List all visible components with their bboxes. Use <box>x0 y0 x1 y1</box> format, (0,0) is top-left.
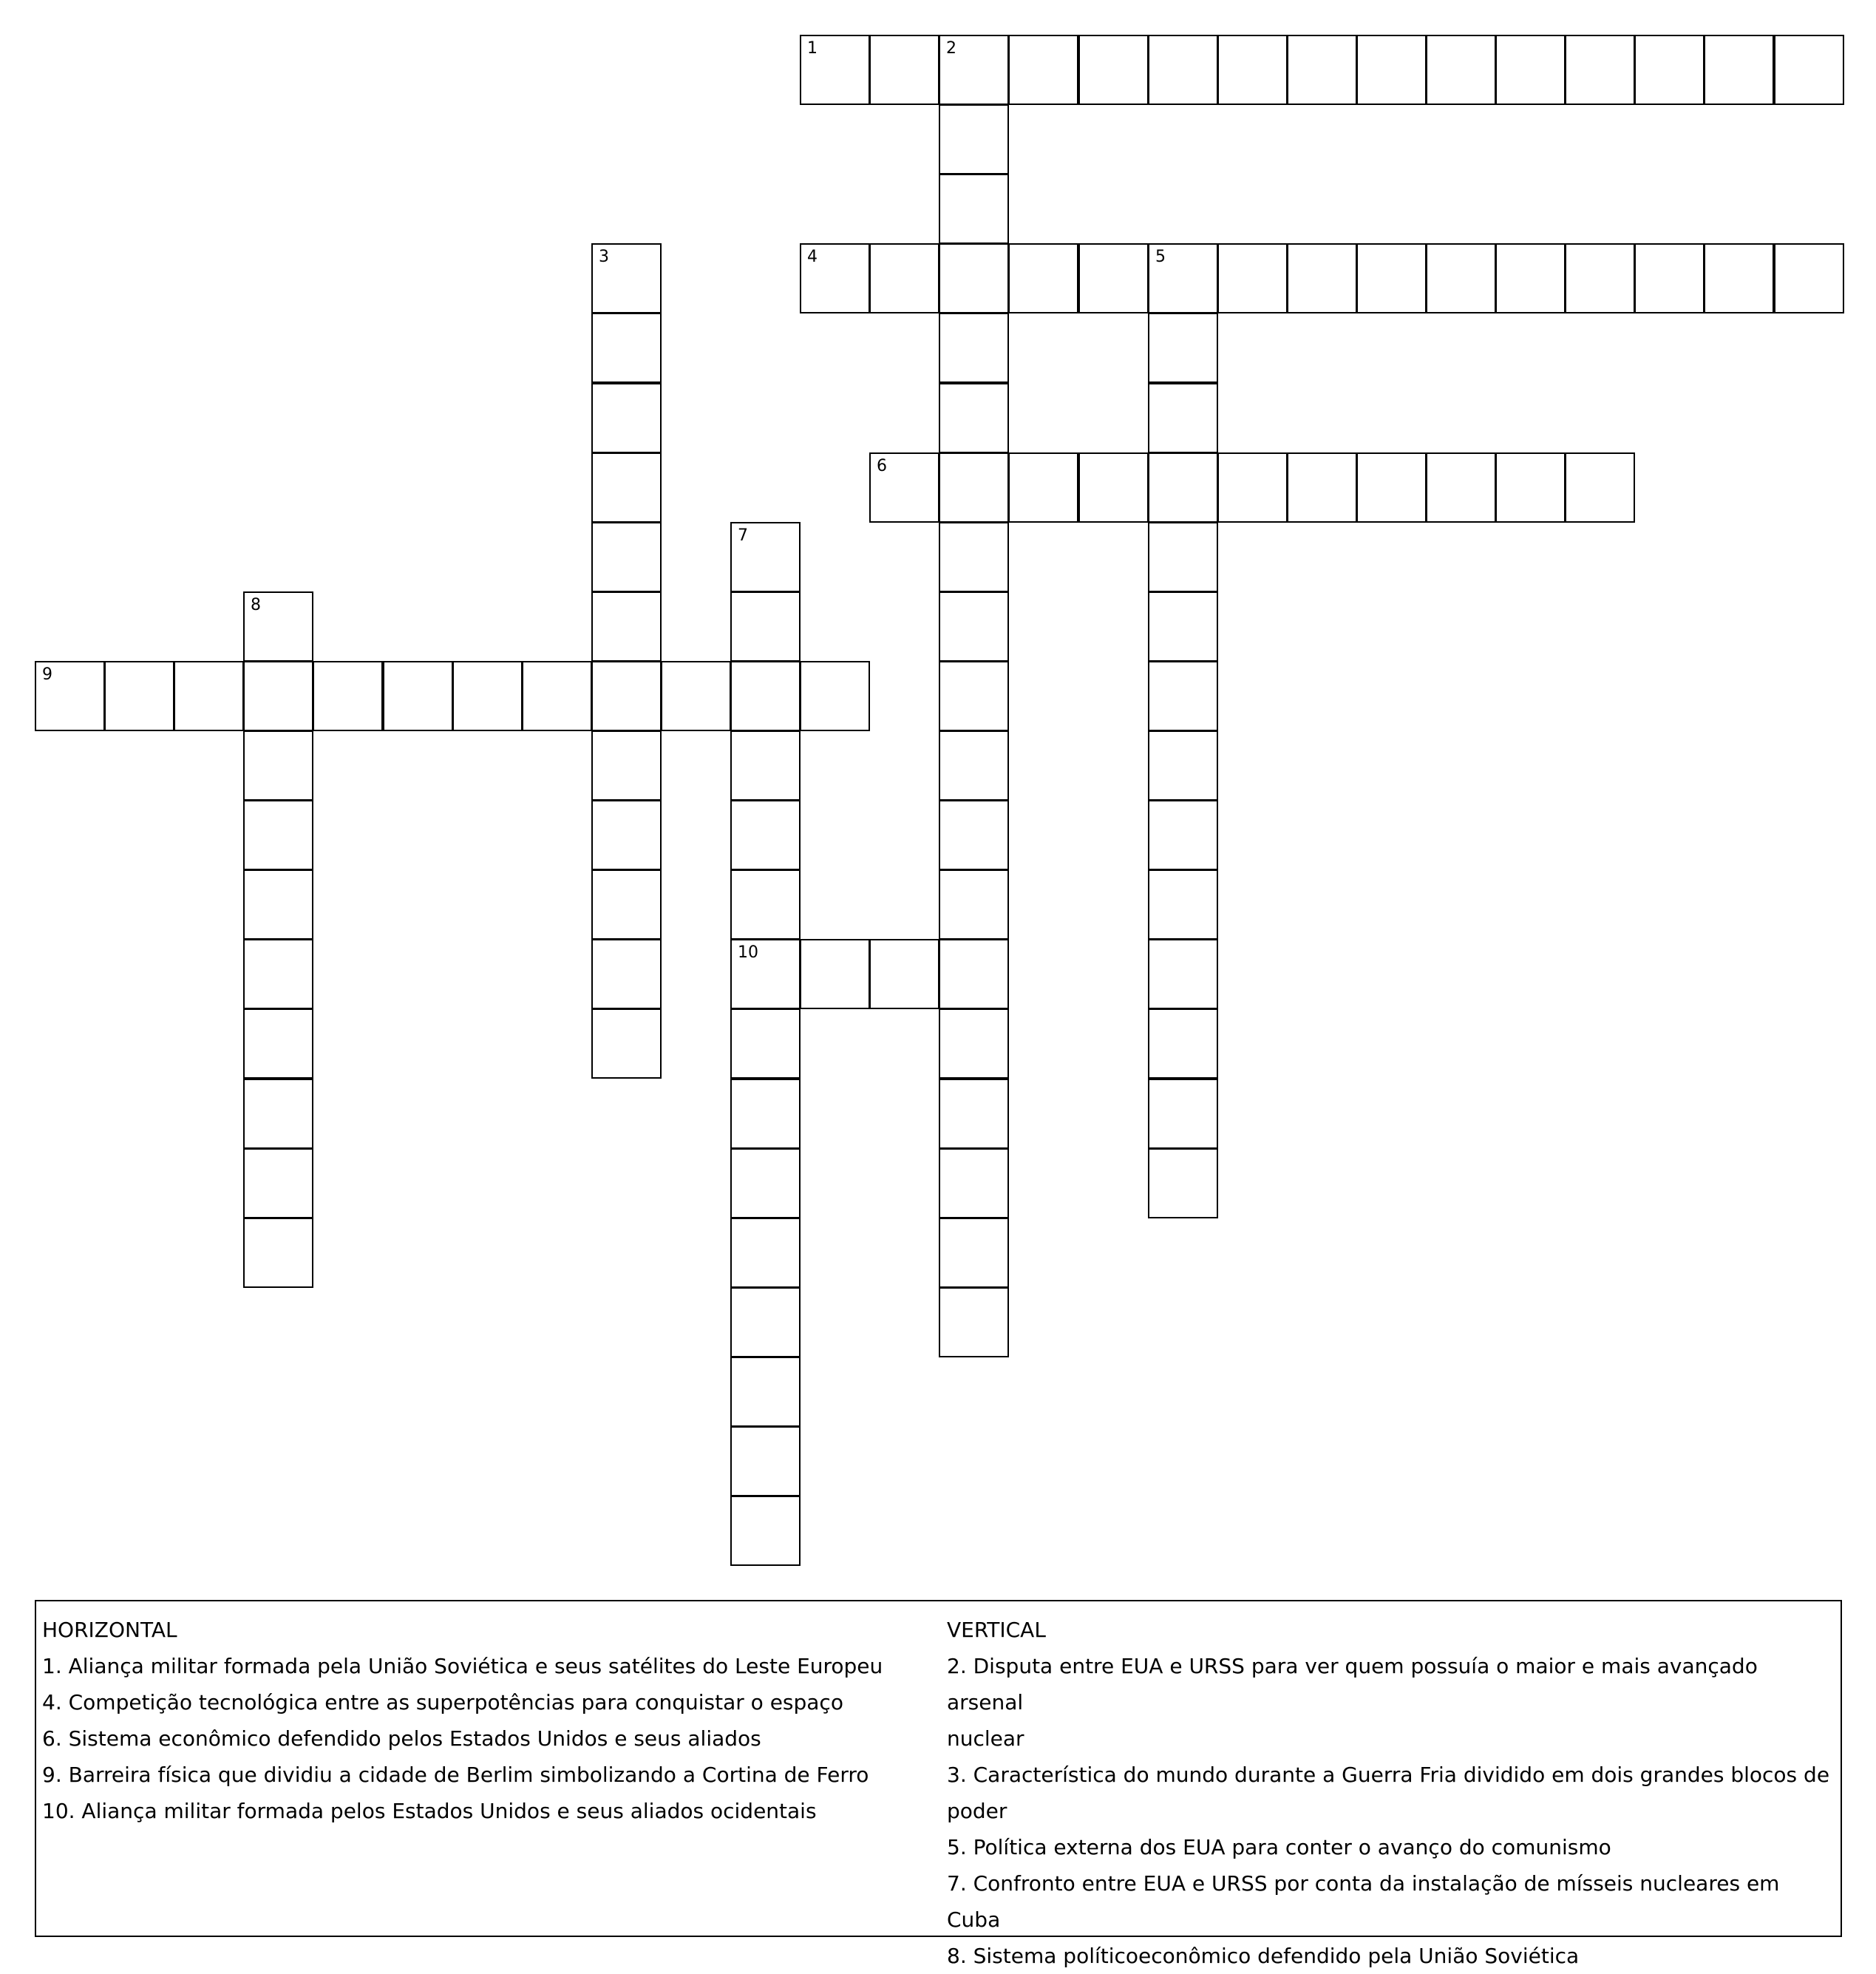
grid-cell[interactable] <box>730 1357 801 1427</box>
grid-cell[interactable] <box>243 1008 313 1079</box>
grid-cell[interactable] <box>591 383 662 453</box>
grid-cell[interactable] <box>1078 452 1149 523</box>
grid-cell[interactable] <box>1287 243 1357 313</box>
grid-cell[interactable] <box>1008 243 1078 313</box>
clue-number: 4 <box>807 248 818 266</box>
grid-cell[interactable] <box>1148 800 1218 870</box>
grid-cell[interactable] <box>939 591 1009 662</box>
grid-cell[interactable] <box>1356 243 1427 313</box>
clue-down-3-cont: poder <box>947 1799 1007 1823</box>
grid-cell[interactable] <box>730 1008 801 1079</box>
grid-cell[interactable] <box>1148 869 1218 940</box>
grid-cell[interactable] <box>1148 35 1218 105</box>
grid-cell[interactable] <box>1356 35 1427 105</box>
clue-down-5: 5. Política externa dos EUA para conter o avanço do comunismo <box>947 1835 1611 1859</box>
grid-cell[interactable] <box>1008 452 1078 523</box>
grid-cell[interactable] <box>591 800 662 870</box>
grid-cell[interactable] <box>591 661 662 731</box>
grid-cell[interactable] <box>1217 452 1288 523</box>
grid-cell[interactable] <box>939 869 1009 940</box>
clue-number: 10 <box>738 943 758 962</box>
grid-cell[interactable] <box>1426 243 1496 313</box>
grid-cell[interactable] <box>383 661 453 731</box>
clue-number: 1 <box>807 39 818 58</box>
grid-cell[interactable] <box>1148 452 1218 523</box>
grid-cell[interactable] <box>1634 243 1705 313</box>
grid-cell[interactable] <box>1287 35 1357 105</box>
grid-cell[interactable] <box>104 661 174 731</box>
clues-box <box>35 1600 1842 1968</box>
grid-cell[interactable] <box>1217 243 1288 313</box>
grid-cell[interactable] <box>1704 35 1774 105</box>
grid-cell[interactable] <box>730 1287 801 1357</box>
grid-cell[interactable] <box>243 591 313 662</box>
grid-cell[interactable] <box>939 522 1009 592</box>
grid-cell[interactable] <box>591 522 662 592</box>
horizontal-heading: HORIZONTAL <box>42 1618 177 1642</box>
grid-cell[interactable] <box>1148 313 1218 383</box>
grid-cell[interactable] <box>939 243 1009 313</box>
clue-across-9: 9. Barreira física que dividiu a cidade de Berlim simbolizando a Cortina de Ferro <box>42 1763 869 1787</box>
grid-cell[interactable] <box>939 452 1009 523</box>
grid-cell[interactable] <box>243 939 313 1009</box>
clue-down-2-cont: nuclear <box>947 1726 1024 1751</box>
grid-cell[interactable] <box>661 661 731 731</box>
grid-cell[interactable] <box>591 939 662 1009</box>
grid-cell[interactable] <box>939 1218 1009 1288</box>
grid-cell[interactable] <box>939 174 1009 244</box>
grid-cell[interactable] <box>730 1426 801 1496</box>
grid-cell[interactable] <box>1426 452 1496 523</box>
clue-across-6: 6. Sistema econômico defendido pelos Estados Unidos e seus aliados <box>42 1726 761 1751</box>
grid-cell[interactable] <box>800 939 870 1009</box>
grid-cell[interactable] <box>591 730 662 801</box>
grid-cell[interactable] <box>1148 661 1218 731</box>
grid-cell[interactable] <box>1148 383 1218 453</box>
grid-cell[interactable] <box>730 869 801 940</box>
grid-cell[interactable] <box>1774 35 1844 105</box>
grid-cell[interactable] <box>174 661 244 731</box>
grid-cell[interactable] <box>939 661 1009 731</box>
grid-cell[interactable] <box>730 661 801 731</box>
grid-cell[interactable] <box>730 800 801 870</box>
grid-cell[interactable] <box>1148 1079 1218 1149</box>
grid-cell[interactable] <box>939 1079 1009 1149</box>
grid-cell[interactable] <box>1495 243 1566 313</box>
grid-cell[interactable] <box>522 661 592 731</box>
grid-cell[interactable] <box>939 1008 1009 1079</box>
grid-cell[interactable] <box>1148 1008 1218 1079</box>
grid-cell[interactable] <box>243 869 313 940</box>
clue-number: 9 <box>42 665 52 684</box>
grid-cell[interactable] <box>243 800 313 870</box>
grid-cell[interactable] <box>1148 243 1218 313</box>
grid-cell[interactable] <box>1078 35 1149 105</box>
grid-cell[interactable] <box>1148 730 1218 801</box>
clue-number: 2 <box>946 39 956 58</box>
grid-cell[interactable] <box>1634 35 1705 105</box>
grid-cell[interactable] <box>939 313 1009 383</box>
grid-cell[interactable] <box>869 243 939 313</box>
grid-cell[interactable] <box>730 1079 801 1149</box>
grid-cell[interactable] <box>313 661 383 731</box>
grid-cell[interactable] <box>800 243 870 313</box>
grid-cell[interactable] <box>1565 243 1635 313</box>
grid-cell[interactable] <box>869 35 939 105</box>
clue-across-1: 1. Aliança militar formada pela União Soviética e seus satélites do Leste Europeu <box>42 1654 883 1678</box>
grid-cell[interactable] <box>591 591 662 662</box>
grid-cell[interactable] <box>1704 243 1774 313</box>
grid-cell[interactable] <box>1148 939 1218 1009</box>
grid-cell[interactable] <box>939 730 1009 801</box>
grid-cell[interactable] <box>591 869 662 940</box>
grid-cell[interactable] <box>591 452 662 523</box>
grid-cell[interactable] <box>1426 35 1496 105</box>
clue-number: 5 <box>1155 248 1166 266</box>
grid-cell[interactable] <box>1565 35 1635 105</box>
clue-down-8: 8. Sistema políticoeconômico defendido pela União Soviética <box>947 1944 1580 1968</box>
grid-cell[interactable] <box>730 522 801 592</box>
grid-cell[interactable] <box>1217 35 1288 105</box>
clue-down-3: 3. Característica do mundo durante a Guerra Fria dividido em dois grandes blocos de <box>947 1763 1830 1787</box>
grid-cell[interactable] <box>939 35 1009 105</box>
grid-cell[interactable] <box>730 1496 801 1566</box>
grid-cell[interactable] <box>1148 591 1218 662</box>
grid-cell[interactable] <box>869 939 939 1009</box>
grid-cell[interactable] <box>939 1148 1009 1218</box>
grid-cell[interactable] <box>1148 522 1218 592</box>
grid-cell[interactable] <box>939 104 1009 174</box>
clue-number: 3 <box>599 248 609 266</box>
grid-cell[interactable] <box>243 1079 313 1149</box>
grid-cell[interactable] <box>939 1287 1009 1357</box>
grid-cell[interactable] <box>1356 452 1427 523</box>
grid-cell[interactable] <box>1495 35 1566 105</box>
clue-across-4: 4. Competição tecnológica entre as superpotências para conquistar o espaço <box>42 1690 843 1714</box>
clue-across-10: 10. Aliança militar formada pelos Estados Unidos e seus aliados ocidentais <box>42 1799 817 1823</box>
grid-cell[interactable] <box>591 313 662 383</box>
grid-cell[interactable] <box>730 939 801 1009</box>
clue-down-2: 2. Disputa entre EUA e URSS para ver quem possuía o maior e mais avançado arsenal <box>947 1654 1758 1714</box>
vertical-clues <box>947 1612 1834 1974</box>
grid-cell[interactable] <box>35 661 105 731</box>
grid-cell[interactable] <box>243 1148 313 1218</box>
grid-cell[interactable] <box>1495 452 1566 523</box>
grid-cell[interactable] <box>1287 452 1357 523</box>
grid-cell[interactable] <box>730 1148 801 1218</box>
grid-cell[interactable] <box>1008 35 1078 105</box>
grid-cell[interactable] <box>730 730 801 801</box>
grid-cell[interactable] <box>1774 243 1844 313</box>
grid-cell[interactable] <box>591 1008 662 1079</box>
grid-cell[interactable] <box>939 939 1009 1009</box>
grid-cell[interactable] <box>243 661 313 731</box>
grid-cell[interactable] <box>591 243 662 313</box>
grid-cell[interactable] <box>1565 452 1635 523</box>
grid-cell[interactable] <box>800 661 870 731</box>
clue-number: 7 <box>738 526 748 545</box>
grid-cell[interactable] <box>939 383 1009 453</box>
clue-number: 6 <box>877 457 887 475</box>
grid-cell[interactable] <box>1148 1148 1218 1218</box>
clue-down-7: 7. Confronto entre EUA e URSS por conta da instalação de mísseis nucleares em Cuba <box>947 1871 1780 1932</box>
grid-cell[interactable] <box>869 452 939 523</box>
grid-cell[interactable] <box>730 591 801 662</box>
vertical-heading: VERTICAL <box>947 1618 1046 1642</box>
grid-cell[interactable] <box>730 1218 801 1288</box>
grid-cell[interactable] <box>452 661 523 731</box>
grid-cell[interactable] <box>243 1218 313 1288</box>
grid-cell[interactable] <box>1078 243 1149 313</box>
grid-cell[interactable] <box>800 35 870 105</box>
grid-cell[interactable] <box>939 800 1009 870</box>
clue-number: 8 <box>251 596 261 614</box>
grid-cell[interactable] <box>243 730 313 801</box>
horizontal-clues <box>42 1612 929 1829</box>
